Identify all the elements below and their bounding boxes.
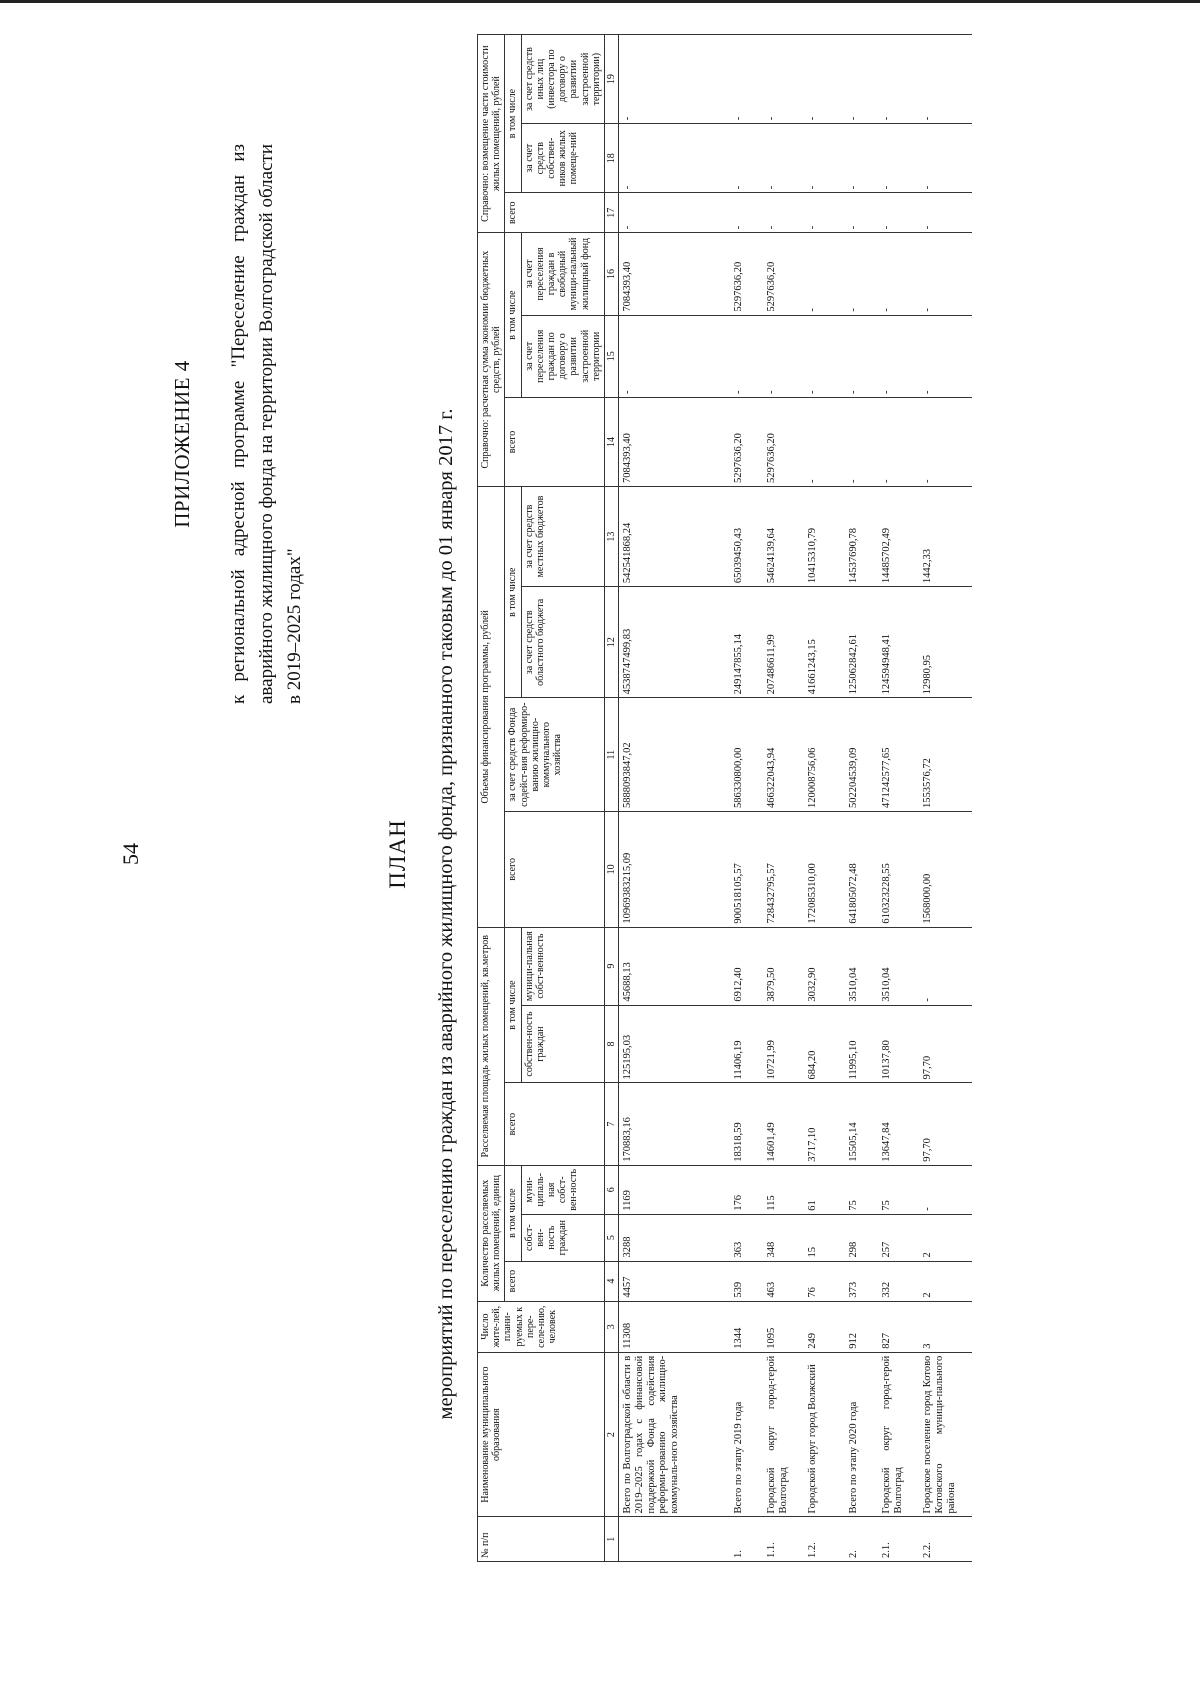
value-cell: 7084393,40 (619, 397, 731, 486)
value-cell: 827 (878, 1301, 919, 1352)
value-cell: - (845, 397, 878, 486)
value-cell: - (730, 124, 763, 193)
value-cell: - (804, 315, 845, 397)
value-cell: 3879,50 (763, 927, 804, 1005)
value-cell: - (919, 1165, 972, 1214)
value-cell: - (845, 233, 878, 315)
header-econ-contract: за счет переселения граждан по договору о развитии застроенной территории (521, 315, 604, 397)
table-row (804, 35, 845, 1562)
table-row (730, 35, 763, 1562)
header-count-incl: в том числе (505, 1165, 521, 1261)
table-body (619, 35, 973, 1562)
header-fin-local: за счет средств местных бюджетов (521, 486, 604, 586)
column-number: 17 (604, 193, 618, 233)
column-number: 8 (604, 1005, 618, 1083)
value-cell: 11995,10 (845, 1005, 878, 1083)
value-cell: 5297636,20 (763, 233, 804, 315)
value-cell: 3717,10 (804, 1083, 845, 1165)
value-cell: 14601,49 (763, 1083, 804, 1165)
table-row (763, 35, 804, 1562)
value-cell: 463 (763, 1261, 804, 1301)
value-cell: 176 (730, 1165, 763, 1214)
value-cell: - (730, 193, 763, 233)
column-number: 5 (604, 1214, 618, 1261)
value-cell: 10415310,79 (804, 486, 845, 586)
header-count-municipal: муни-ципаль-ная собст-вен-ность (521, 1165, 604, 1214)
column-number: 11 (604, 698, 618, 812)
value-cell: - (878, 124, 919, 193)
header-count-group: Количество расселяемых жилых помещений, единиц (478, 1165, 505, 1301)
value-cell: 65039450,43 (730, 486, 763, 586)
value-cell: 373 (845, 1261, 878, 1301)
municipality-name-cell: Городской округ город-герой Волгоград (878, 1352, 919, 1517)
column-number: 13 (604, 486, 618, 586)
value-cell: 3032,90 (804, 927, 845, 1005)
column-number: 14 (604, 397, 618, 486)
header-name: Наименование муниципального образования (478, 1352, 605, 1517)
value-cell: 115 (763, 1165, 804, 1214)
value-cell: 1553576,72 (919, 698, 972, 812)
value-cell: 15 (804, 1214, 845, 1261)
value-cell: 41661243,15 (804, 587, 845, 698)
value-cell: 900518105,57 (730, 811, 763, 927)
value-cell: - (878, 233, 919, 315)
value-cell: 125062842,61 (845, 587, 878, 698)
column-number: 12 (604, 587, 618, 698)
column-number: 16 (604, 233, 618, 315)
municipality-name-cell: Всего по этапу 2020 года (845, 1352, 878, 1517)
value-cell: 18318,59 (730, 1083, 763, 1165)
value-cell: 5888093847,02 (619, 698, 731, 812)
header-no: № п/п (478, 1517, 605, 1562)
value-cell: 3510,04 (878, 927, 919, 1005)
value-cell: 2 (919, 1214, 972, 1261)
value-cell: 610323228,55 (878, 811, 919, 927)
value-cell: 11406,19 (730, 1005, 763, 1083)
value-cell: 61 (804, 1165, 845, 1214)
header-fin-regional: за счет средств областного бюджета (521, 587, 604, 698)
header-area-municipal: муници-пальная собст-венность (521, 927, 604, 1005)
column-number: 15 (604, 315, 618, 397)
value-cell: 5297636,20 (730, 233, 763, 315)
value-cell: 363 (730, 1214, 763, 1261)
header-comp-incl: в том числе (505, 35, 521, 193)
value-cell: - (763, 35, 804, 124)
header-comp-owners: за счет средств собствен-ников жилых помеще-ний (521, 124, 604, 193)
value-cell: - (804, 124, 845, 193)
table-row (919, 35, 972, 1562)
header-residents: Число жите-лей, плани-руемых к пере-селе-нию, человек (478, 1301, 605, 1352)
value-cell: 97,70 (919, 1005, 972, 1083)
value-cell: - (919, 35, 972, 124)
row-number-cell (619, 1517, 731, 1562)
value-cell: - (619, 35, 731, 124)
value-cell: 10137,80 (878, 1005, 919, 1083)
table-row (619, 35, 731, 1562)
column-numbers-row (604, 35, 618, 1562)
header-count-total: всего (505, 1261, 605, 1301)
column-number: 18 (604, 124, 618, 193)
value-cell: 912 (845, 1301, 878, 1352)
value-cell: 124594948,41 (878, 587, 919, 698)
column-number: 10 (604, 811, 618, 927)
value-cell: - (619, 124, 731, 193)
value-cell: - (919, 193, 972, 233)
header-area-private: собствен-ность граждан (521, 1005, 604, 1083)
value-cell: - (763, 124, 804, 193)
value-cell: 207486611,99 (763, 587, 804, 698)
value-cell: - (878, 35, 919, 124)
row-number-cell: 2.1. (878, 1517, 919, 1562)
appendix-description: к региональной адресной программе "Переселение граждан из аварийного жилищного фонда на территории Волгоградской области в 2019–2025 годах" (228, 144, 305, 704)
value-cell: 3 (919, 1301, 972, 1352)
header-econ-total: всего (505, 397, 605, 486)
column-number: 4 (604, 1261, 618, 1301)
value-cell: 76 (804, 1261, 845, 1301)
value-cell: - (919, 927, 972, 1005)
value-cell: - (730, 315, 763, 397)
value-cell: 10969383215,09 (619, 811, 731, 927)
value-cell: 7084393,40 (619, 233, 731, 315)
value-cell: 125195,03 (619, 1005, 731, 1083)
column-number: 3 (604, 1301, 618, 1352)
value-cell: 332 (878, 1261, 919, 1301)
value-cell: 4457 (619, 1261, 731, 1301)
municipality-name-cell: Городской округ город Волжский (804, 1352, 845, 1517)
value-cell: 586330800,00 (730, 698, 763, 812)
header-fin-total: всего (505, 811, 605, 927)
header-econ-free: за счет переселения граждан в свободный муници-пальный жилищный фонд (521, 233, 604, 315)
value-cell: 6912,40 (730, 927, 763, 1005)
value-cell: 542541868,24 (619, 486, 731, 586)
value-cell: 1568000,00 (919, 811, 972, 927)
header-count-private: собст-вен-ность граждан (521, 1214, 604, 1261)
value-cell: - (845, 193, 878, 233)
value-cell: 298 (845, 1214, 878, 1261)
header-area-incl: в том числе (505, 927, 521, 1083)
value-cell: - (919, 315, 972, 397)
value-cell: 257 (878, 1214, 919, 1261)
header-finance-group: Объемы финансирования программы, рублей (478, 486, 505, 927)
value-cell: - (804, 35, 845, 124)
appendix-heading: ПРИЛОЖЕНИЕ 4 (170, 360, 194, 528)
value-cell: - (619, 193, 731, 233)
value-cell: 12980,95 (919, 587, 972, 698)
value-cell: 13647,84 (878, 1083, 919, 1165)
page-number: 54 (118, 843, 143, 865)
row-number-cell: 2.2. (919, 1517, 972, 1562)
column-number: 7 (604, 1083, 618, 1165)
header-fin-fund: за счет средств Фонда содейст-вия реформиро-ванию жилищно-коммунального хозяйства (505, 698, 605, 812)
value-cell: - (878, 397, 919, 486)
value-cell: 15505,14 (845, 1083, 878, 1165)
value-cell: 5297636,20 (730, 397, 763, 486)
value-cell: - (845, 35, 878, 124)
column-number: 9 (604, 927, 618, 1005)
plan-title: ПЛАН (385, 819, 410, 889)
value-cell: - (763, 193, 804, 233)
value-cell: 75 (878, 1165, 919, 1214)
column-number: 19 (604, 35, 618, 124)
value-cell: - (878, 315, 919, 397)
header-area-total: всего (505, 1083, 605, 1165)
municipality-name-cell: Всего по Волгоградской области в 2019–2025 годах с финансовой поддержкой Фонда содействия реформи-рованию жилищно-коммуналь-ного хозяйства (619, 1352, 731, 1517)
value-cell: 14485702,49 (878, 486, 919, 586)
header-fin-incl: в том числе (505, 486, 521, 697)
row-number-cell: 1.2. (804, 1517, 845, 1562)
value-cell: 5297636,20 (763, 397, 804, 486)
column-number: 2 (604, 1352, 618, 1517)
plan-table (477, 34, 972, 1562)
municipality-name-cell: Городской округ город-герой Волгоград (763, 1352, 804, 1517)
value-cell: 3510,04 (845, 927, 878, 1005)
column-number: 6 (604, 1165, 618, 1214)
header-compensation-group: Справочно: возмещение части стоимости жилых помещений, рублей (478, 35, 505, 233)
value-cell: 249147855,14 (730, 587, 763, 698)
value-cell: - (730, 35, 763, 124)
value-cell: 728432795,57 (763, 811, 804, 927)
value-cell: - (845, 124, 878, 193)
value-cell: 466322043,94 (763, 698, 804, 812)
header-comp-others: за счет средств иных лиц (инвестора по договору о развитии застроенной территории) (521, 35, 604, 124)
value-cell: - (804, 397, 845, 486)
value-cell: - (919, 397, 972, 486)
municipality-name-cell: Всего по этапу 2019 года (730, 1352, 763, 1517)
value-cell: - (919, 124, 972, 193)
value-cell: 170883,16 (619, 1083, 731, 1165)
value-cell: 14537690,78 (845, 486, 878, 586)
row-number-cell: 1.1. (763, 1517, 804, 1562)
value-cell: 1344 (730, 1301, 763, 1352)
value-cell: 471242577,65 (878, 698, 919, 812)
value-cell: 1442,33 (919, 486, 972, 586)
value-cell: - (804, 233, 845, 315)
value-cell: 641805072,48 (845, 811, 878, 927)
table-row (878, 35, 919, 1562)
value-cell: 249 (804, 1301, 845, 1352)
value-cell: - (763, 315, 804, 397)
municipality-name-cell: Городское поселение город Котово Котовского муници-пального района (919, 1352, 972, 1517)
value-cell: 120008756,06 (804, 698, 845, 812)
header-econ-incl: в том числе (505, 233, 521, 398)
table-row (845, 35, 878, 1562)
header-economy-group: Справочно: расчетная сумма экономии бюджетных средств, рублей (478, 233, 505, 487)
plan-subtitle: мероприятий по переселению граждан из аварийного жилищного фонда, признанного таковым до 01 января 2017 г. (435, 408, 457, 1420)
value-cell: 45688,13 (619, 927, 731, 1005)
value-cell: 2 (919, 1261, 972, 1301)
value-cell: - (804, 193, 845, 233)
value-cell: 54624139,64 (763, 486, 804, 586)
value-cell: 539 (730, 1261, 763, 1301)
column-number: 1 (604, 1517, 618, 1562)
value-cell: 3288 (619, 1214, 731, 1261)
value-cell: 172085310,00 (804, 811, 845, 927)
value-cell: - (619, 315, 731, 397)
value-cell: 75 (845, 1165, 878, 1214)
row-number-cell: 1. (730, 1517, 763, 1562)
value-cell: 348 (763, 1214, 804, 1261)
value-cell: - (919, 233, 972, 315)
value-cell: 1095 (763, 1301, 804, 1352)
value-cell: - (878, 193, 919, 233)
value-cell: 684,20 (804, 1005, 845, 1083)
value-cell: 10721,99 (763, 1005, 804, 1083)
value-cell: 502204539,09 (845, 698, 878, 812)
value-cell: 4538747499,83 (619, 587, 731, 698)
header-area-group: Расселяемая площадь жилых помещений, кв.метров (478, 927, 505, 1165)
value-cell: - (845, 315, 878, 397)
value-cell: 1169 (619, 1165, 731, 1214)
value-cell: 97,70 (919, 1083, 972, 1165)
value-cell: 11308 (619, 1301, 731, 1352)
header-comp-total: всего (505, 193, 605, 233)
row-number-cell: 2. (845, 1517, 878, 1562)
